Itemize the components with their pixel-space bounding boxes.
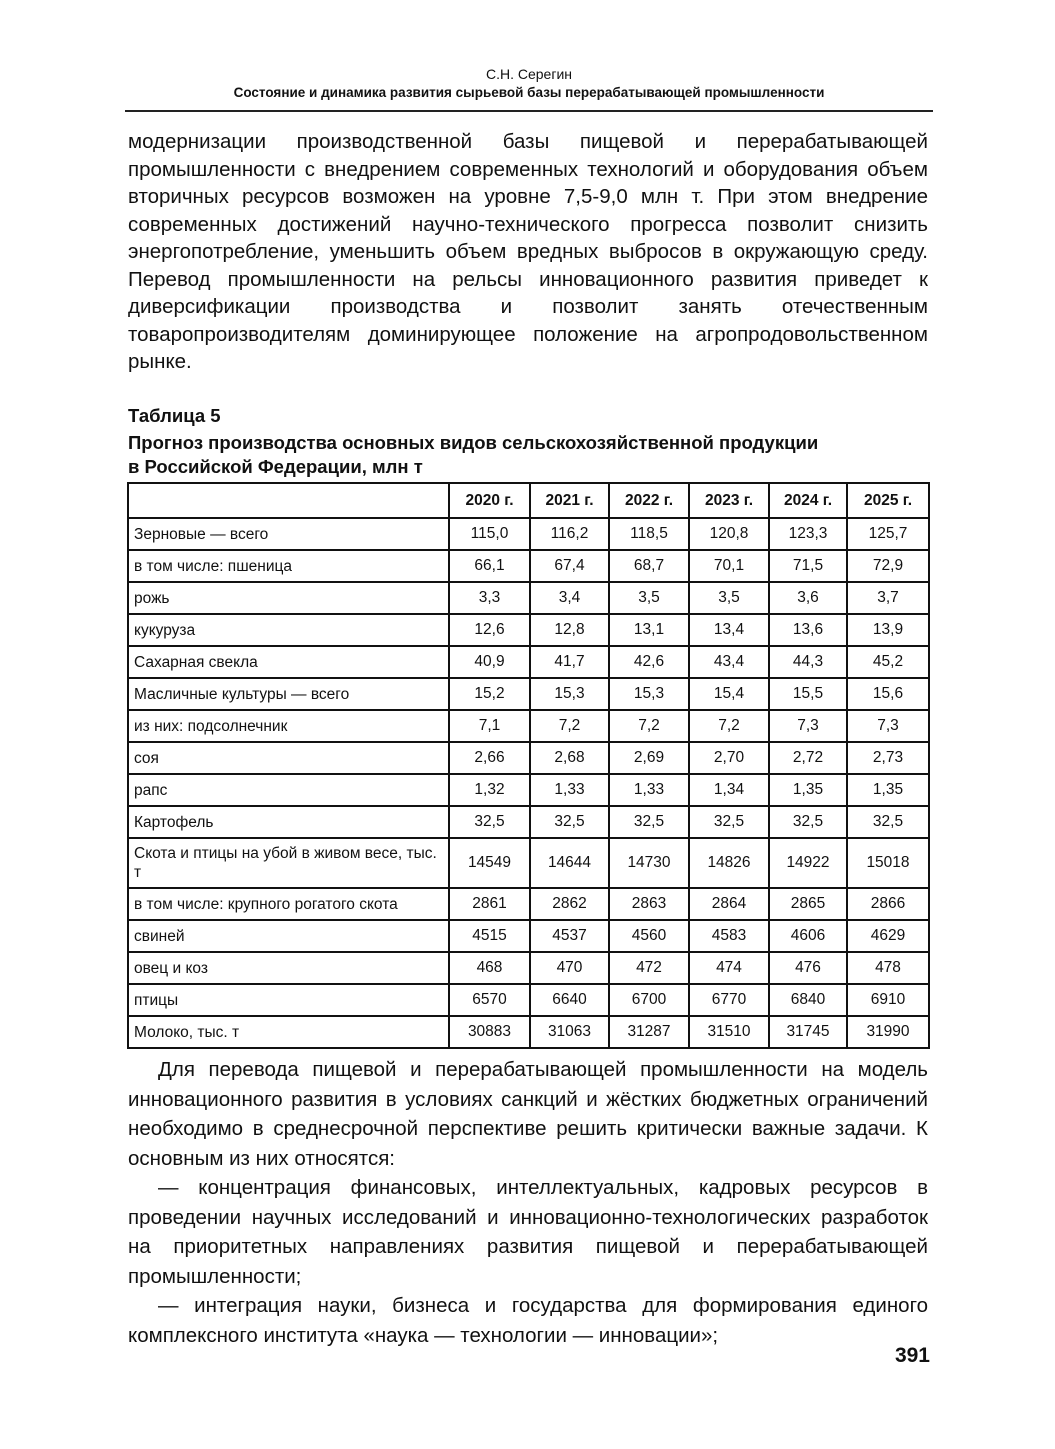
table-cell: 6700 xyxy=(609,984,689,1016)
page-number: 391 xyxy=(894,1344,930,1367)
running-header xyxy=(125,64,933,102)
table-cell: 3,6 xyxy=(769,582,847,614)
row-label: из них: подсолнечник xyxy=(128,710,449,742)
row-label: в том числе: крупного рогатого скота xyxy=(128,888,449,920)
row-label: Картофель xyxy=(128,806,449,838)
table-cell: 12,6 xyxy=(449,614,530,646)
table-cell: 15,3 xyxy=(609,678,689,710)
table-cell: 7,3 xyxy=(847,710,929,742)
table-cell: 68,7 xyxy=(609,550,689,582)
table-cell: 14826 xyxy=(689,838,769,888)
table-cell: 3,7 xyxy=(847,582,929,614)
table-cell: 32,5 xyxy=(530,806,609,838)
row-label: соя xyxy=(128,742,449,774)
table-row xyxy=(128,920,929,952)
table-cell: 14644 xyxy=(530,838,609,888)
table-row xyxy=(128,888,929,920)
table-cell: 1,35 xyxy=(769,774,847,806)
table-row xyxy=(128,582,929,614)
table-cell: 2862 xyxy=(530,888,609,920)
table-cell: 478 xyxy=(847,952,929,984)
table-row xyxy=(128,646,929,678)
table-cell: 6570 xyxy=(449,984,530,1016)
table-cell: 32,5 xyxy=(449,806,530,838)
table-cell: 70,1 xyxy=(689,550,769,582)
table-cell: 43,4 xyxy=(689,646,769,678)
table-cell: 7,3 xyxy=(769,710,847,742)
table-cell: 6840 xyxy=(769,984,847,1016)
forecast-table xyxy=(127,482,930,1049)
table-cell: 31063 xyxy=(530,1016,609,1048)
row-label: Сахарная свекла xyxy=(128,646,449,678)
table-cell: 31990 xyxy=(847,1016,929,1048)
row-label: рапс xyxy=(128,774,449,806)
table-cell: 15,3 xyxy=(530,678,609,710)
table-row xyxy=(128,952,929,984)
table-cell: 13,4 xyxy=(689,614,769,646)
table-cell: 120,8 xyxy=(689,518,769,550)
table-title-line-1: Прогноз производства основных видов сельскохозяйственной продукции xyxy=(128,432,819,453)
table-row xyxy=(128,550,929,582)
table-cell: 4606 xyxy=(769,920,847,952)
row-label: овец и коз xyxy=(128,952,449,984)
table-cell: 4537 xyxy=(530,920,609,952)
row-label: Масличные культуры — всего xyxy=(128,678,449,710)
table-cell: 30883 xyxy=(449,1016,530,1048)
table-row xyxy=(128,838,929,888)
row-label: птицы xyxy=(128,984,449,1016)
table-cell: 2,69 xyxy=(609,742,689,774)
table-cell: 32,5 xyxy=(689,806,769,838)
table-cell: 7,2 xyxy=(530,710,609,742)
table-cell: 2864 xyxy=(689,888,769,920)
table-header-row xyxy=(128,483,929,518)
table-cell: 32,5 xyxy=(609,806,689,838)
header-cell: 2022 г. xyxy=(609,483,689,518)
table-cell: 72,9 xyxy=(847,550,929,582)
table-cell: 15018 xyxy=(847,838,929,888)
table-cell: 6640 xyxy=(530,984,609,1016)
table-cell: 14730 xyxy=(609,838,689,888)
table-cell: 42,6 xyxy=(609,646,689,678)
table-cell: 2,70 xyxy=(689,742,769,774)
table-row xyxy=(128,742,929,774)
row-label: Скота и птицы на убой в живом весе, тыс. т xyxy=(128,838,449,888)
table-cell: 6770 xyxy=(689,984,769,1016)
table-cell: 31745 xyxy=(769,1016,847,1048)
table-cell: 15,4 xyxy=(689,678,769,710)
table-caption xyxy=(128,402,928,480)
table-cell: 472 xyxy=(609,952,689,984)
header-cell: 2020 г. xyxy=(449,483,530,518)
table-cell: 40,9 xyxy=(449,646,530,678)
table-row xyxy=(128,614,929,646)
table-cell: 13,9 xyxy=(847,614,929,646)
table-row xyxy=(128,806,929,838)
table-cell: 3,5 xyxy=(609,582,689,614)
table-cell: 71,5 xyxy=(769,550,847,582)
table-cell: 41,7 xyxy=(530,646,609,678)
table-cell: 31510 xyxy=(689,1016,769,1048)
table-cell: 3,5 xyxy=(689,582,769,614)
header-cell: 2025 г. xyxy=(847,483,929,518)
table-cell: 15,5 xyxy=(769,678,847,710)
table-cell: 15,6 xyxy=(847,678,929,710)
table-cell: 2,72 xyxy=(769,742,847,774)
table-cell: 66,1 xyxy=(449,550,530,582)
header-cell: 2024 г. xyxy=(769,483,847,518)
table-cell: 44,3 xyxy=(769,646,847,678)
header-cell xyxy=(128,483,449,518)
closing-paragraph: — интеграция науки, бизнеса и государства для формирования единого комплексного института «наука — технологии — инновации»; xyxy=(128,1294,928,1347)
header-cell: 2021 г. xyxy=(530,483,609,518)
table-cell: 2,68 xyxy=(530,742,609,774)
table-cell: 45,2 xyxy=(847,646,929,678)
header-cell: 2023 г. xyxy=(689,483,769,518)
table-cell: 468 xyxy=(449,952,530,984)
table-row xyxy=(128,710,929,742)
table-cell: 1,33 xyxy=(530,774,609,806)
table-cell: 2,66 xyxy=(449,742,530,774)
table-cell: 2866 xyxy=(847,888,929,920)
table-cell: 2861 xyxy=(449,888,530,920)
header-rule xyxy=(125,110,933,112)
table-cell: 67,4 xyxy=(530,550,609,582)
table-cell: 4515 xyxy=(449,920,530,952)
table-cell: 4629 xyxy=(847,920,929,952)
closing-paragraph: — концентрация финансовых, интеллектуальных, кадровых ресурсов в проведении научных исследований и инновационно-технологических разработок на приоритетных направлениях развития пищевой и перерабатывающей промышленности; xyxy=(128,1176,928,1288)
table-cell: 14922 xyxy=(769,838,847,888)
table-cell: 32,5 xyxy=(847,806,929,838)
table-cell: 6910 xyxy=(847,984,929,1016)
table-cell: 4583 xyxy=(689,920,769,952)
table-cell: 116,2 xyxy=(530,518,609,550)
table-cell: 14549 xyxy=(449,838,530,888)
row-label: кукуруза xyxy=(128,614,449,646)
table-cell: 13,1 xyxy=(609,614,689,646)
table-cell: 3,4 xyxy=(530,582,609,614)
row-label: рожь xyxy=(128,582,449,614)
table-row xyxy=(128,774,929,806)
table-cell: 3,3 xyxy=(449,582,530,614)
table-cell: 123,3 xyxy=(769,518,847,550)
table-cell: 32,5 xyxy=(769,806,847,838)
table-cell: 2863 xyxy=(609,888,689,920)
table-cell: 2865 xyxy=(769,888,847,920)
table-cell: 118,5 xyxy=(609,518,689,550)
table-cell: 31287 xyxy=(609,1016,689,1048)
row-label: Молоко, тыс. т xyxy=(128,1016,449,1048)
table-row xyxy=(128,1016,929,1048)
table-cell: 4560 xyxy=(609,920,689,952)
table-cell: 7,2 xyxy=(609,710,689,742)
row-label: свиней xyxy=(128,920,449,952)
row-label: в том числе: пшеница xyxy=(128,550,449,582)
table-row xyxy=(128,518,929,550)
table-cell: 1,34 xyxy=(689,774,769,806)
table-cell: 7,2 xyxy=(689,710,769,742)
table-cell: 470 xyxy=(530,952,609,984)
table-cell: 12,8 xyxy=(530,614,609,646)
header-author: С.Н. Серегин xyxy=(485,66,573,82)
table-cell: 476 xyxy=(769,952,847,984)
table-cell: 474 xyxy=(689,952,769,984)
closing-paragraph: Для перевода пищевой и перерабатывающей промышленности на модель инновационного развития в условиях санкций и жёстких бюджетных ограничений необходимо в среднесрочной перспективе решить критически важные задачи. К основным из них относятся: xyxy=(128,1058,928,1170)
table-cell: 1,33 xyxy=(609,774,689,806)
closing-text xyxy=(128,1055,928,1350)
header-subtitle: Состояние и динамика развития сырьевой базы перерабатывающей промышленности xyxy=(233,85,825,100)
intro-paragraph: модернизации производственной базы пищевой и перерабатывающей промышленности с внедрением современных технологий и оборудования объем вторичных ресурсов возможен на уровне 7,5-9,0 млн т. При этом внедрение современных достижений научно-технического прогресса позволит снизить энергопотребление, уменьшить объем вредных выбросов в окружающую среду. Перевод промышленности на рельсы инновационного развития приведет к диверсификации производства и позволит занять отечественным товаропроизводителям доминирующее положение на агропродовольственном рынке. xyxy=(128,130,928,373)
row-label: Зерновые — всего xyxy=(128,518,449,550)
table-cell: 15,2 xyxy=(449,678,530,710)
table-title-line-2: в Российской Федерации, млн т xyxy=(128,456,423,477)
table-label: Таблица 5 xyxy=(128,405,221,426)
table-cell: 125,7 xyxy=(847,518,929,550)
table-cell: 7,1 xyxy=(449,710,530,742)
table-cell: 1,32 xyxy=(449,774,530,806)
table-cell: 13,6 xyxy=(769,614,847,646)
table-cell: 2,73 xyxy=(847,742,929,774)
table-row xyxy=(128,678,929,710)
table-cell: 1,35 xyxy=(847,774,929,806)
table-row xyxy=(128,984,929,1016)
table-cell: 115,0 xyxy=(449,518,530,550)
